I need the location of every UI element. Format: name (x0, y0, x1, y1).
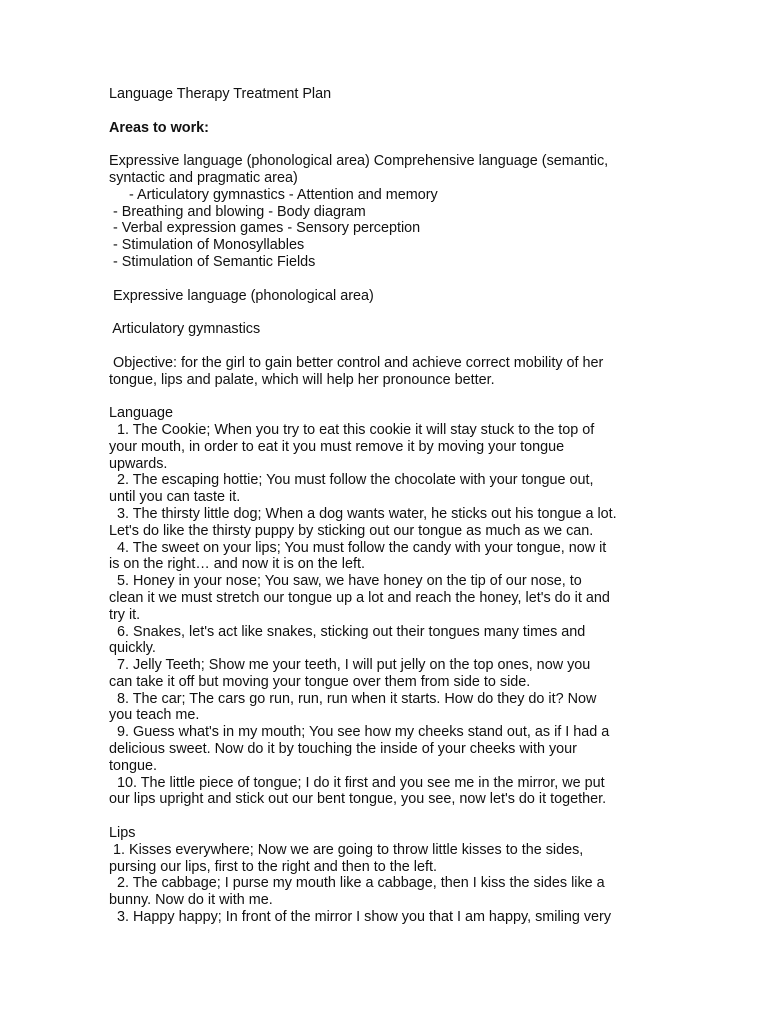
language-line: 1. The Cookie; When you try to eat this cookie it will stay stuck to the top of (109, 421, 595, 438)
language-line: 10. The little piece of tongue; I do it first and you see me in the mirror, we put (109, 774, 605, 791)
lips-exercises (109, 842, 669, 926)
spacer (109, 271, 669, 288)
language-line: delicious sweet. Now do it by touching the inside of your cheeks with your (109, 741, 577, 758)
language-line: our lips upright and stick out our bent tongue, you see, now let's do it together. (109, 791, 607, 808)
lips-line: 1. Kisses everywhere; Now we are going to throw little kisses to the sides, (109, 841, 584, 858)
areas-line: - Breathing and blowing - Body diagram (109, 203, 366, 220)
language-line: Let's do like the thirsty puppy by sticking out our tongue as much as we can. (109, 522, 594, 539)
areas-line: - Verbal expression games - Sensory perception (109, 220, 421, 237)
language-line: 4. The sweet on your lips; You must follow the candy with your tongue, now it (109, 539, 607, 556)
spacer (109, 808, 669, 825)
spacer (109, 103, 669, 120)
document-title: Language Therapy Treatment Plan (109, 86, 332, 102)
language-line: 7. Jelly Teeth; Show me your teeth, I will put jelly on the top ones, now you (109, 657, 591, 674)
language-line: 8. The car; The cars go run, run, run when it starts. How do they do it? Now (109, 690, 597, 707)
language-line: 2. The escaping hottie; You must follow the chocolate with your tongue out, (109, 472, 594, 489)
areas-list (109, 153, 669, 271)
objective-paragraph (109, 355, 669, 389)
language-line: quickly. (109, 640, 156, 657)
document-page (109, 86, 669, 926)
language-line: tongue. (109, 757, 158, 774)
areas-line: - Articulatory gymnastics - Attention and memory (109, 186, 438, 203)
lips-line: 2. The cabbage; I purse my mouth like a cabbage, then I kiss the sides like a (109, 875, 605, 892)
areas-line: syntactic and pragmatic area) (109, 169, 298, 186)
language-line: 6. Snakes, let's act like snakes, sticking out their tongues many times and (109, 623, 586, 640)
lips-line: bunny. Now do it with me. (109, 892, 273, 909)
language-line: is on the right… and now it is on the left. (109, 556, 365, 573)
objective-line: Objective: for the girl to gain better control and achieve correct mobility of her (109, 354, 604, 371)
areas-heading: Areas to work: (109, 119, 209, 136)
objective-line: tongue, lips and palate, which will help her pronounce better. (109, 371, 495, 388)
language-line: can take it off but moving your tongue over them from side to side. (109, 673, 531, 690)
subsection-heading: Articulatory gymnastics (109, 321, 261, 338)
language-heading: Language (109, 405, 174, 422)
language-line: clean it we must stretch our tongue up a lot and reach the honey, let's do it and (109, 589, 610, 606)
areas-line: - Stimulation of Monosyllables (109, 237, 305, 254)
lips-line: 3. Happy happy; In front of the mirror I show you that I am happy, smiling very (109, 909, 612, 926)
language-line: you teach me. (109, 707, 200, 724)
spacer (109, 136, 669, 153)
spacer (109, 388, 669, 405)
lips-heading: Lips (109, 825, 136, 842)
language-line: 5. Honey in your nose; You saw, we have honey on the tip of our nose, to (109, 573, 582, 590)
language-line: try it. (109, 606, 141, 623)
language-line: 3. The thirsty little dog; When a dog wants water, he sticks out his tongue a lot. (109, 505, 617, 522)
language-exercises (109, 422, 669, 808)
language-line: upwards. (109, 455, 168, 472)
language-line: 9. Guess what's in my mouth; You see how my cheeks stand out, as if I had a (109, 724, 610, 741)
areas-line: Expressive language (phonological area) Comprehensive language (semantic, (109, 153, 609, 170)
areas-line: - Stimulation of Semantic Fields (109, 253, 316, 270)
language-line: until you can taste it. (109, 489, 241, 506)
section-heading: Expressive language (phonological area) (109, 287, 374, 304)
language-line: your mouth, in order to eat it you must remove it by moving your tongue (109, 438, 565, 455)
lips-line: pursing our lips, first to the right and then to the left. (109, 858, 437, 875)
spacer (109, 304, 669, 321)
spacer (109, 338, 669, 355)
